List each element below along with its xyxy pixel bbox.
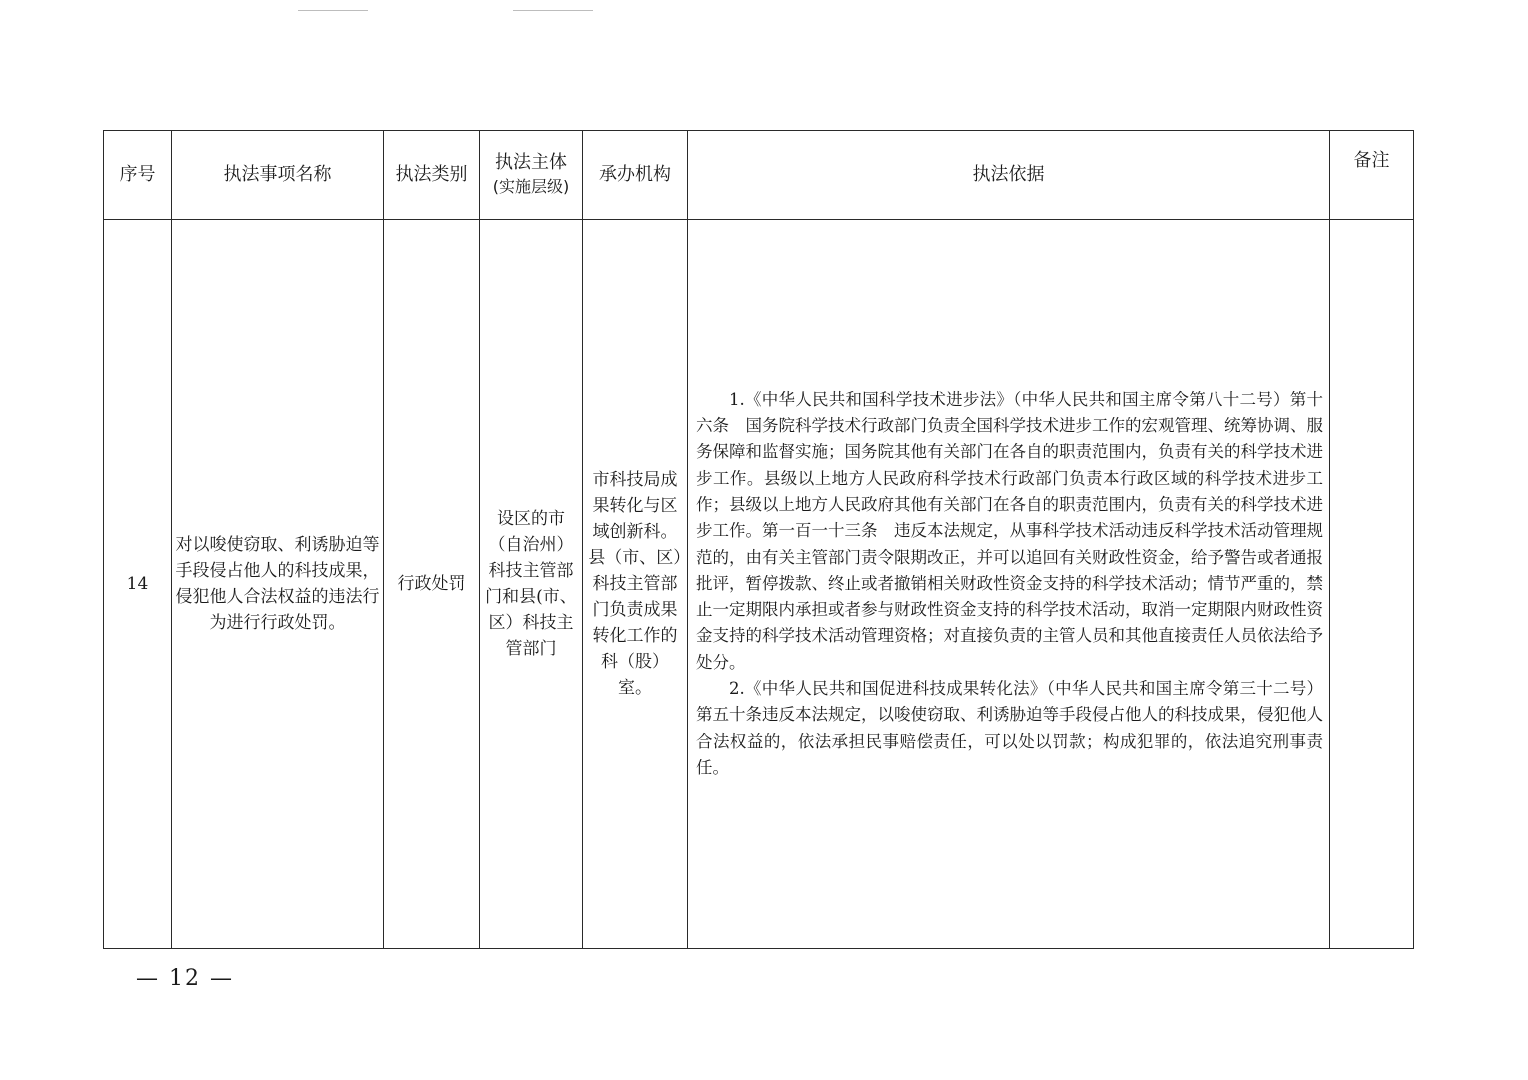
basis-paragraph-2: 2.《中华人民共和国促进科技成果转化法》（中华人民共和国主席令第三十二号）第五十条违反本法规定，以唆使窃取、利诱胁迫等手段侵占他人的科技成果，侵犯他人合法权益的，依法承担民事赔偿责任，可以处以罚款；构成犯罪的，依法追究刑事责任。 — [696, 679, 1323, 777]
enforcement-items-table — [103, 130, 1414, 949]
basis-paragraph-1: 1.《中华人民共和国科学技术进步法》（中华人民共和国主席令第八十二号）第十六条 国务院科学技术行政部门负责全国科学技术进步工作的宏观管理、统筹协调、服务保障和监督实施；国务院其他有关部门在各自的职责范围内，负责有关的科学技术进步工作。县级以上地方人民政府科学技术行政部门负责本行政区域的科学技术进步工作；县级以上地方人民政府其他有关部门在各自的职责范围内，负责有关的科学技术进步工作。第一百一十三条 违反本法规定，从事科学技术活动违反科学技术活动管理规范的，由有关主管部门责令限期改正，并可以追回有关财政性资金，给予警告或者通报批评，暂停拨款、终止或者撤销相关财政性资金支持的科学技术活动；情节严重的，禁止一定期限内承担或者参与财政性资金支持的科学技术活动，取消一定期限内财政性资金支持的科学技术活动管理资格；对直接负责的主管人员和其他直接责任人员依法给予处分。 — [696, 389, 1323, 672]
header-basis: 执法依据 — [688, 131, 1330, 220]
header-subject — [480, 131, 583, 220]
header-remark: 备注 — [1330, 131, 1414, 220]
cell-subject: 设区的市（自治州）科技主管部门和县(市、区）科技主管部门 — [480, 220, 583, 949]
scan-mark-line — [513, 10, 593, 11]
cell-remark — [1330, 220, 1414, 949]
page-number: — 12 — — [136, 966, 234, 991]
header-subject-level: (实施层级) — [492, 177, 570, 196]
header-item-name: 执法事项名称 — [172, 131, 384, 220]
header-agency: 承办机构 — [583, 131, 688, 220]
cell-category: 行政处罚 — [384, 220, 480, 949]
table-row — [104, 220, 1414, 949]
cell-agency: 市科技局成果转化与区域创新科。县（市、区）科技主管部门负责成果转化工作的科（股）室。 — [583, 220, 688, 949]
header-category: 执法类别 — [384, 131, 480, 220]
scan-mark-line — [298, 10, 368, 11]
header-seq: 序号 — [104, 131, 172, 220]
cell-item-name: 对以唆使窃取、利诱胁迫等手段侵占他人的科技成果，侵犯他人合法权益的违法行为进行行政处罚。 — [172, 220, 384, 949]
cell-basis — [688, 220, 1330, 949]
table-header-row — [104, 131, 1414, 220]
header-subject-title: 执法主体 — [495, 152, 567, 173]
cell-seq: 14 — [104, 220, 172, 949]
